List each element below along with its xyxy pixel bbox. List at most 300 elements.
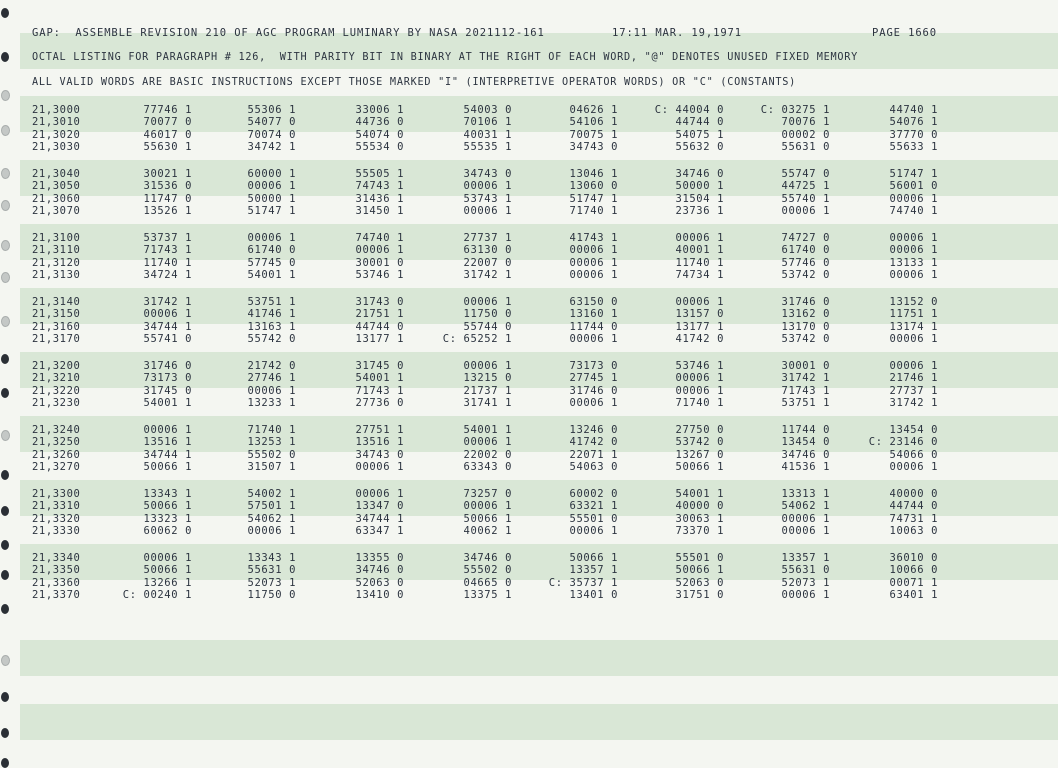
- octal-word-cell: 70075 1: [569, 128, 618, 141]
- octal-word-cell: 00006 1: [889, 192, 938, 205]
- octal-word-cell: 55501 0: [569, 512, 618, 525]
- octal-word-cell: 13267 0: [675, 448, 724, 461]
- address-cell: 21,3130: [32, 269, 81, 282]
- octal-word-cell: 34746 0: [781, 448, 830, 461]
- address-cell: 21,3070: [32, 205, 81, 218]
- octal-word-cell: 54002 1: [247, 488, 296, 500]
- octal-word-cell: 56001 0: [889, 180, 938, 193]
- octal-word-cell: 54001 1: [675, 488, 724, 500]
- octal-word-cell: 53742 0: [675, 436, 724, 449]
- octal-word-cell: 63343 0: [463, 461, 512, 474]
- octal-word-cell: 54062 1: [247, 512, 296, 525]
- octal-word-cell: 51747 1: [889, 168, 938, 180]
- tractor-hole: [1, 604, 9, 614]
- octal-word-cell: 46017 0: [143, 128, 192, 141]
- octal-word-cell: 00006 1: [463, 500, 512, 513]
- octal-word-cell: 71740 1: [569, 205, 618, 218]
- octal-word-cell: 22007 0: [463, 256, 512, 269]
- octal-word-cell: 34746 0: [355, 564, 404, 577]
- octal-word-cell: 61740 0: [781, 244, 830, 257]
- tractor-hole: [1, 692, 9, 702]
- octal-word-cell: 54063 0: [569, 461, 618, 474]
- greenbar-band: [20, 640, 1058, 676]
- octal-word-cell: 11750 0: [247, 589, 296, 602]
- octal-word-cell: 13375 1: [463, 589, 512, 602]
- address-cell: 21,3220: [32, 384, 81, 397]
- octal-word-cell: 11740 1: [143, 256, 192, 269]
- octal-word-cell: 00006 1: [247, 525, 296, 538]
- octal-word-cell: 74740 1: [889, 205, 938, 218]
- octal-word-cell: 00006 1: [463, 436, 512, 449]
- octal-word-cell: 13253 1: [247, 436, 296, 449]
- octal-word-cell: 27737 1: [889, 384, 938, 397]
- tractor-hole: [1, 540, 9, 550]
- address-cell: 21,3140: [32, 296, 81, 308]
- octal-word-cell: 52063 0: [675, 576, 724, 589]
- octal-word-cell: 00006 1: [675, 384, 724, 397]
- octal-word-cell: 00006 1: [247, 180, 296, 193]
- octal-word-cell: 00006 1: [781, 205, 830, 218]
- octal-word-cell: 77746 1: [143, 104, 192, 116]
- table-row: [0, 449, 1058, 461]
- octal-word-cell: 13246 0: [569, 424, 618, 436]
- octal-word-cell: 30021 1: [143, 168, 192, 180]
- octal-word-cell: 71740 1: [675, 397, 724, 410]
- table-row: [0, 513, 1058, 525]
- table-row: [0, 205, 1058, 217]
- octal-word-cell: 13177 1: [675, 320, 724, 333]
- octal-word-cell: 13401 0: [569, 589, 618, 602]
- octal-word-cell: 54077 0: [247, 116, 296, 129]
- table-row: [0, 564, 1058, 576]
- address-cell: 21,3050: [32, 180, 81, 193]
- table-row: [0, 244, 1058, 256]
- octal-word-cell: 34744 1: [355, 512, 404, 525]
- octal-word-cell: 44744 0: [675, 116, 724, 129]
- octal-word-cell: 13266 1: [143, 576, 192, 589]
- address-cell: 21,3370: [32, 589, 81, 602]
- octal-word-cell: 52063 0: [355, 576, 404, 589]
- octal-word-cell: 00006 1: [675, 232, 724, 244]
- octal-word-cell: 34724 1: [143, 269, 192, 282]
- table-row: [0, 577, 1058, 589]
- octal-word-cell: 00006 1: [569, 256, 618, 269]
- octal-word-cell: 13357 1: [781, 552, 830, 564]
- octal-word-cell: 00006 1: [355, 244, 404, 257]
- octal-word-cell: 21742 0: [247, 360, 296, 372]
- address-cell: 21,3340: [32, 552, 81, 564]
- octal-word-cell: 55630 1: [143, 141, 192, 154]
- octal-word-cell: 31536 0: [143, 180, 192, 193]
- octal-word-cell: 27751 1: [355, 424, 404, 436]
- octal-word-cell: 13343 1: [247, 552, 296, 564]
- table-row: [0, 461, 1058, 473]
- table-row: [0, 269, 1058, 281]
- octal-word-cell: 00006 1: [463, 180, 512, 193]
- octal-word-cell: 13177 1: [355, 333, 404, 346]
- octal-word-cell: 63401 1: [889, 589, 938, 602]
- octal-word-cell: 13313 1: [781, 488, 830, 500]
- octal-word-cell: 31743 0: [355, 296, 404, 308]
- octal-word-cell: 27736 0: [355, 397, 404, 410]
- octal-word-cell: 30063 1: [675, 512, 724, 525]
- octal-word-cell: 30001 0: [355, 256, 404, 269]
- tractor-hole: [1, 728, 9, 738]
- address-cell: 21,3110: [32, 244, 81, 257]
- octal-word-cell: 34743 0: [569, 141, 618, 154]
- octal-word-cell: 53751 1: [781, 397, 830, 410]
- address-cell: 21,3160: [32, 320, 81, 333]
- octal-word-cell: 74727 0: [781, 232, 830, 244]
- table-row: [0, 436, 1058, 448]
- octal-word-cell: 00006 1: [675, 296, 724, 308]
- octal-word-cell: 00006 1: [143, 552, 192, 564]
- octal-word-cell: 31504 1: [675, 192, 724, 205]
- octal-word-cell: 00006 1: [675, 372, 724, 385]
- address-cell: 21,3030: [32, 141, 81, 154]
- octal-word-cell: 71740 1: [247, 424, 296, 436]
- table-row: [0, 104, 1058, 116]
- octal-word-cell: 54062 1: [781, 500, 830, 513]
- octal-word-cell: 50066 1: [143, 461, 192, 474]
- octal-word-cell: 44736 0: [355, 116, 404, 129]
- table-row: [0, 141, 1058, 153]
- octal-word-cell: 13357 1: [569, 564, 618, 577]
- octal-word-cell: 36010 0: [889, 552, 938, 564]
- octal-word-cell: 53742 0: [781, 333, 830, 346]
- octal-word-cell: 31742 1: [889, 397, 938, 410]
- octal-word-cell: 00071 1: [889, 576, 938, 589]
- octal-word-cell: 27737 1: [463, 232, 512, 244]
- octal-word-cell: 00006 1: [463, 205, 512, 218]
- header-assembly-line: GAP: ASSEMBLE REVISION 210 OF AGC PROGRAM LUMINARY BY NASA 2021112-161: [32, 27, 545, 39]
- octal-word-cell: 00006 1: [463, 296, 512, 308]
- octal-word-cell: 55501 0: [675, 552, 724, 564]
- octal-word-cell: 44740 1: [889, 104, 938, 116]
- table-row: [0, 180, 1058, 192]
- octal-word-cell: 55306 1: [247, 104, 296, 116]
- octal-word-cell: 71743 1: [143, 244, 192, 257]
- octal-word-cell: 00006 1: [463, 360, 512, 372]
- octal-word-cell: 41536 1: [781, 461, 830, 474]
- octal-word-cell: 55502 0: [247, 448, 296, 461]
- octal-word-cell: 53737 1: [143, 232, 192, 244]
- octal-word-cell: 50000 1: [675, 180, 724, 193]
- octal-word-cell: 74731 1: [889, 512, 938, 525]
- octal-word-cell: 70106 1: [463, 116, 512, 129]
- octal-word-cell: 55633 1: [889, 141, 938, 154]
- address-cell: 21,3210: [32, 372, 81, 385]
- octal-word-cell: 00006 1: [889, 333, 938, 346]
- octal-word-cell: 52073 1: [247, 576, 296, 589]
- octal-word-cell: 55505 1: [355, 168, 404, 180]
- octal-word-cell: 55502 0: [463, 564, 512, 577]
- octal-word-cell: 11751 1: [889, 308, 938, 321]
- octal-word-cell: 40062 1: [463, 525, 512, 538]
- octal-word-cell: 61740 0: [247, 244, 296, 257]
- address-cell: 21,3270: [32, 461, 81, 474]
- table-row: [0, 424, 1058, 436]
- octal-word-cell: 13133 1: [889, 256, 938, 269]
- octal-word-cell: 13160 1: [569, 308, 618, 321]
- octal-word-cell: 74734 1: [675, 269, 724, 282]
- octal-word-cell: 13410 0: [355, 589, 404, 602]
- address-cell: 21,3360: [32, 576, 81, 589]
- octal-word-cell: 13170 0: [781, 320, 830, 333]
- address-cell: 21,3010: [32, 116, 81, 129]
- octal-word-cell: 54066 0: [889, 448, 938, 461]
- octal-word-cell: 60062 0: [143, 525, 192, 538]
- octal-word-cell: 71743 1: [355, 384, 404, 397]
- octal-word-cell: 57745 0: [247, 256, 296, 269]
- octal-word-cell: 00006 1: [889, 269, 938, 282]
- table-row: [0, 333, 1058, 345]
- octal-word-cell: 13215 0: [463, 372, 512, 385]
- octal-word-cell: 13060 0: [569, 180, 618, 193]
- octal-word-cell: 13516 1: [143, 436, 192, 449]
- octal-word-cell: 00006 1: [355, 461, 404, 474]
- octal-word-cell: 00006 1: [569, 397, 618, 410]
- table-row: [0, 360, 1058, 372]
- octal-word-cell: 27746 1: [247, 372, 296, 385]
- tractor-hole: [1, 52, 9, 62]
- address-cell: 21,3350: [32, 564, 81, 577]
- octal-word-cell: 13343 1: [143, 488, 192, 500]
- octal-word-cell: 55741 0: [143, 333, 192, 346]
- table-row: [0, 193, 1058, 205]
- octal-word-cell: 10066 0: [889, 564, 938, 577]
- table-row: [0, 308, 1058, 320]
- octal-word-cell: 41742 0: [675, 333, 724, 346]
- octal-word-cell: 13355 0: [355, 552, 404, 564]
- octal-word-cell: 50000 1: [247, 192, 296, 205]
- table-row: [0, 385, 1058, 397]
- table-row: [0, 552, 1058, 564]
- address-cell: 21,3240: [32, 424, 81, 436]
- octal-word-cell: C: 44004 0: [654, 104, 724, 116]
- octal-word-cell: 27745 1: [569, 372, 618, 385]
- octal-word-cell: 00006 1: [889, 461, 938, 474]
- header-valid-words-line: ALL VALID WORDS ARE BASIC INSTRUCTIONS EXCEPT THOSE MARKED "I" (INTERPRETIVE OPERATOR WORDS) OR "C" (CONSTANTS): [32, 77, 797, 88]
- octal-word-cell: 00006 1: [247, 384, 296, 397]
- octal-word-cell: 54003 0: [463, 104, 512, 116]
- table-row: [0, 372, 1058, 384]
- octal-word-cell: 63150 0: [569, 296, 618, 308]
- octal-word-cell: 31742 1: [143, 296, 192, 308]
- header-octal-listing-line: OCTAL LISTING FOR PARAGRAPH # 126, WITH PARITY BIT IN BINARY AT THE RIGHT OF EACH WORD, "@" DENOTES UNUSED FIXED MEMORY: [32, 52, 859, 63]
- octal-word-cell: 54001 1: [247, 269, 296, 282]
- octal-word-cell: 54074 0: [355, 128, 404, 141]
- octal-word-cell: 70074 0: [247, 128, 296, 141]
- octal-word-cell: 50066 1: [143, 500, 192, 513]
- octal-word-cell: 04626 1: [569, 104, 618, 116]
- octal-word-cell: 11744 0: [569, 320, 618, 333]
- table-row: [0, 397, 1058, 409]
- address-cell: 21,3320: [32, 512, 81, 525]
- octal-word-cell: 11750 0: [463, 308, 512, 321]
- address-cell: 21,3000: [32, 104, 81, 116]
- octal-word-cell: 70077 0: [143, 116, 192, 129]
- octal-word-cell: 50066 1: [463, 512, 512, 525]
- octal-word-cell: 00006 1: [355, 488, 404, 500]
- octal-word-cell: 55632 0: [675, 141, 724, 154]
- octal-word-cell: 55740 1: [781, 192, 830, 205]
- octal-word-cell: 53742 0: [781, 269, 830, 282]
- address-cell: 21,3020: [32, 128, 81, 141]
- octal-word-cell: 60000 1: [247, 168, 296, 180]
- octal-word-cell: 54001 1: [143, 397, 192, 410]
- octal-word-cell: 21737 1: [463, 384, 512, 397]
- octal-word-cell: 31507 1: [247, 461, 296, 474]
- octal-word-cell: 54106 1: [569, 116, 618, 129]
- octal-word-cell: 50066 1: [143, 564, 192, 577]
- octal-word-cell: 31751 0: [675, 589, 724, 602]
- octal-word-cell: 55744 0: [463, 320, 512, 333]
- address-cell: 21,3250: [32, 436, 81, 449]
- table-row: [0, 257, 1058, 269]
- tractor-hole: [1, 8, 9, 18]
- octal-word-cell: 00006 1: [781, 525, 830, 538]
- octal-word-cell: 31450 1: [355, 205, 404, 218]
- tractor-hole: [1, 90, 10, 101]
- octal-word-cell: 27750 0: [675, 424, 724, 436]
- octal-word-cell: 54001 1: [463, 424, 512, 436]
- table-row: [0, 116, 1058, 128]
- octal-word-cell: 00006 1: [781, 589, 830, 602]
- octal-word-cell: 44725 1: [781, 180, 830, 193]
- octal-word-cell: 04665 0: [463, 576, 512, 589]
- octal-word-cell: 34744 1: [143, 320, 192, 333]
- address-cell: 21,3100: [32, 232, 81, 244]
- octal-word-cell: 13174 1: [889, 320, 938, 333]
- octal-word-cell: 22071 1: [569, 448, 618, 461]
- octal-word-cell: 31745 0: [143, 384, 192, 397]
- octal-word-cell: 13233 1: [247, 397, 296, 410]
- octal-word-cell: 53746 1: [355, 269, 404, 282]
- table-row: [0, 129, 1058, 141]
- octal-word-cell: 41742 0: [569, 436, 618, 449]
- header-page-number: PAGE 1660: [872, 27, 937, 39]
- greenbar-band: [20, 704, 1058, 740]
- address-cell: 21,3230: [32, 397, 81, 410]
- octal-word-cell: 55742 0: [247, 333, 296, 346]
- octal-word-cell: 44744 0: [355, 320, 404, 333]
- tractor-hole: [1, 655, 10, 666]
- octal-word-cell: 54001 1: [355, 372, 404, 385]
- octal-word-cell: 11747 0: [143, 192, 192, 205]
- octal-word-cell: 34744 1: [143, 448, 192, 461]
- octal-word-cell: 13526 1: [143, 205, 192, 218]
- octal-word-cell: 55631 0: [781, 141, 830, 154]
- address-cell: 21,3170: [32, 333, 81, 346]
- octal-word-cell: 71743 1: [781, 384, 830, 397]
- octal-word-cell: 34743 0: [463, 168, 512, 180]
- octal-word-cell: 53743 1: [463, 192, 512, 205]
- octal-word-cell: 13323 1: [143, 512, 192, 525]
- octal-word-cell: C: 03275 1: [760, 104, 830, 116]
- octal-word-cell: 00002 0: [781, 128, 830, 141]
- octal-word-cell: 13516 1: [355, 436, 404, 449]
- octal-word-cell: 70076 1: [781, 116, 830, 129]
- octal-word-cell: 57746 0: [781, 256, 830, 269]
- octal-word-cell: 31746 0: [781, 296, 830, 308]
- octal-word-cell: 74740 1: [355, 232, 404, 244]
- octal-word-cell: 31742 1: [463, 269, 512, 282]
- octal-word-cell: 00006 1: [143, 308, 192, 321]
- octal-word-cell: 34746 0: [675, 168, 724, 180]
- octal-word-cell: 52073 1: [781, 576, 830, 589]
- address-cell: 21,3040: [32, 168, 81, 180]
- octal-word-cell: 40031 1: [463, 128, 512, 141]
- octal-word-cell: 63321 1: [569, 500, 618, 513]
- octal-word-cell: 13162 0: [781, 308, 830, 321]
- octal-word-cell: 00006 1: [569, 333, 618, 346]
- octal-word-cell: 13454 0: [889, 424, 938, 436]
- octal-word-cell: 00006 1: [569, 244, 618, 257]
- octal-word-cell: 00006 1: [569, 269, 618, 282]
- octal-word-cell: 63347 1: [355, 525, 404, 538]
- octal-word-cell: 55631 0: [247, 564, 296, 577]
- octal-word-cell: 73173 0: [143, 372, 192, 385]
- table-row: [0, 589, 1058, 601]
- octal-word-cell: 13347 0: [355, 500, 404, 513]
- address-cell: 21,3300: [32, 488, 81, 500]
- octal-word-cell: 34743 0: [355, 448, 404, 461]
- octal-word-cell: 00006 1: [143, 424, 192, 436]
- octal-word-cell: 55631 0: [781, 564, 830, 577]
- octal-word-cell: 00006 1: [781, 512, 830, 525]
- octal-word-cell: 55534 0: [355, 141, 404, 154]
- octal-word-cell: 74743 1: [355, 180, 404, 193]
- octal-word-cell: 63130 0: [463, 244, 512, 257]
- octal-word-cell: 51747 1: [569, 192, 618, 205]
- tractor-hole: [1, 758, 9, 768]
- octal-word-cell: 73370 1: [675, 525, 724, 538]
- octal-word-cell: 31741 1: [463, 397, 512, 410]
- octal-word-cell: 00006 1: [569, 525, 618, 538]
- octal-word-cell: 11740 1: [675, 256, 724, 269]
- address-cell: 21,3200: [32, 360, 81, 372]
- octal-word-cell: C: 23146 0: [868, 436, 938, 449]
- octal-word-cell: 40000 0: [889, 488, 938, 500]
- octal-word-cell: C: 35737 1: [548, 576, 618, 589]
- octal-word-cell: 55747 0: [781, 168, 830, 180]
- octal-word-cell: 54076 1: [889, 116, 938, 129]
- octal-word-cell: 00006 1: [889, 360, 938, 372]
- address-cell: 21,3330: [32, 525, 81, 538]
- address-cell: 21,3260: [32, 448, 81, 461]
- octal-word-cell: 13163 1: [247, 320, 296, 333]
- octal-word-cell: C: 00240 1: [122, 589, 192, 602]
- octal-word-cell: 50066 1: [675, 461, 724, 474]
- table-row: [0, 232, 1058, 244]
- table-row: [0, 525, 1058, 537]
- octal-word-cell: 00006 1: [889, 232, 938, 244]
- octal-word-cell: 31745 0: [355, 360, 404, 372]
- header-timestamp: 17:11 MAR. 19,1971: [612, 27, 742, 39]
- octal-word-cell: 51747 1: [247, 205, 296, 218]
- octal-word-cell: C: 65252 1: [442, 333, 512, 346]
- octal-word-cell: 41746 1: [247, 308, 296, 321]
- table-row: [0, 296, 1058, 308]
- octal-word-cell: 57501 1: [247, 500, 296, 513]
- table-row: [0, 488, 1058, 500]
- octal-word-cell: 21751 1: [355, 308, 404, 321]
- octal-word-cell: 44744 0: [889, 500, 938, 513]
- octal-word-cell: 73257 0: [463, 488, 512, 500]
- octal-word-cell: 54075 1: [675, 128, 724, 141]
- octal-word-cell: 40000 0: [675, 500, 724, 513]
